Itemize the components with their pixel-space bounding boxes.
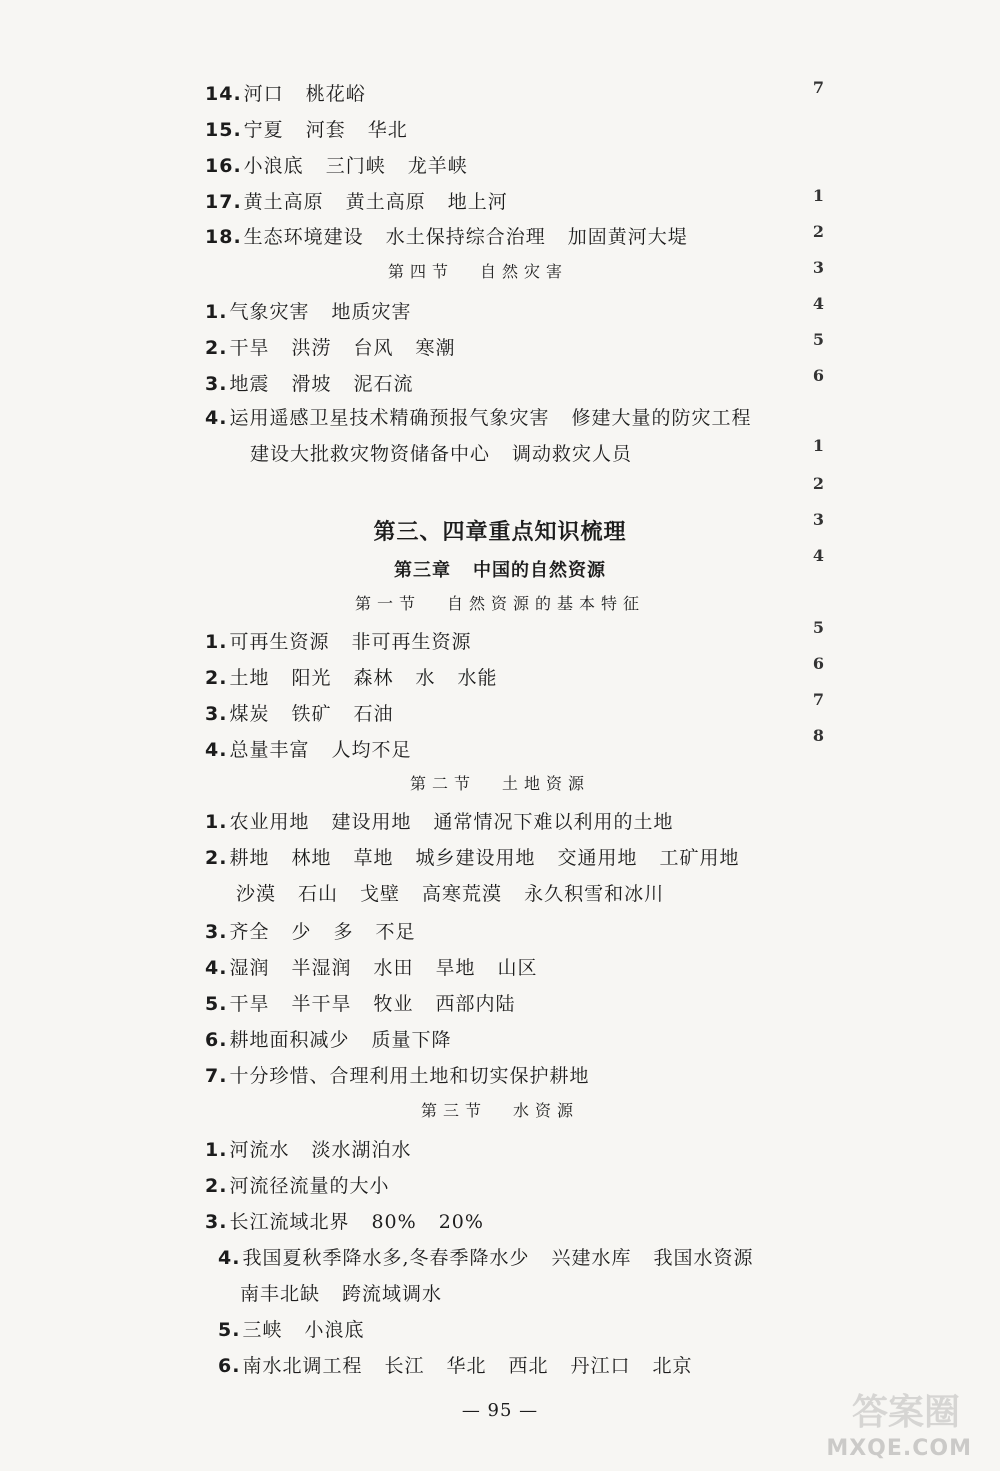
list-item: 4. 运用遥感卫星技术精确预报气象灾害 修建大量的防灾工程 — [205, 407, 752, 429]
edge-mark: 5 — [812, 330, 824, 349]
list-item: 4. 我国夏秋季降水多,冬春季降水少 兴建水库 我国水资源 — [218, 1247, 754, 1269]
list-item: 6. 南水北调工程 长江 华北 西北 丹江口 北京 — [218, 1355, 693, 1377]
edge-mark: 8 — [812, 726, 824, 745]
list-item: 15. 宁夏 河套 华北 — [205, 119, 408, 141]
list-item: 1. 农业用地 建设用地 通常情况下难以利用的土地 — [205, 811, 674, 833]
list-item: 5. 三峡 小浪底 — [218, 1319, 365, 1341]
list-item-continuation: 南丰北缺 跨流域调水 — [240, 1283, 443, 1305]
list-item: 17. 黄土高原 黄土高原 地上河 — [205, 191, 508, 213]
edge-mark: 5 — [812, 618, 824, 637]
section-title: 第一节 自然资源的基本特征 — [354, 594, 646, 613]
list-item: 4. 湿润 半湿润 水田 旱地 山区 — [205, 957, 538, 979]
list-item: 5. 干旱 半干旱 牧业 西部内陆 — [205, 993, 516, 1015]
list-item: 1. 气象灾害 地质灾害 — [205, 301, 412, 323]
edge-mark: 1 — [812, 436, 824, 455]
list-item: 14. 河口 桃花峪 — [205, 83, 366, 105]
edge-mark: 7 — [812, 690, 824, 709]
list-item: 3. 地震 滑坡 泥石流 — [205, 373, 414, 395]
list-item: 1. 可再生资源 非可再生资源 — [205, 631, 472, 653]
list-item: 18. 生态环境建设 水土保持综合治理 加固黄河大堤 — [205, 226, 688, 248]
page-number: — 95 — — [461, 1400, 539, 1421]
section-title: 第二节 土地资源 — [409, 774, 591, 793]
watermark-logo: 答案圈 — [851, 1392, 960, 1433]
list-item: 2. 土地 阳光 森林 水 水能 — [205, 667, 498, 689]
list-item: 3. 齐全 少 多 不足 — [205, 921, 416, 943]
list-item-continuation: 沙漠 石山 戈壁 高寒荒漠 永久积雪和冰川 — [236, 883, 665, 905]
edge-mark: 1 — [812, 186, 824, 205]
edge-mark: 6 — [812, 654, 824, 673]
list-item: 3. 长江流域北界 80% 20% — [205, 1211, 484, 1233]
list-item: 2. 耕地 林地 草地 城乡建设用地 交通用地 工矿用地 — [205, 847, 740, 869]
section-title: 第四节 自然灾害 — [387, 262, 569, 281]
list-item: 16. 小浪底 三门峡 龙羊峡 — [205, 155, 468, 177]
edge-mark: 2 — [812, 222, 824, 241]
list-item-continuation: 建设大批救灾物资储备中心 调动救灾人员 — [250, 443, 633, 465]
list-item: 2. 河流径流量的大小 — [205, 1175, 390, 1197]
chapter-title: 第三章 中国的自然资源 — [394, 560, 606, 581]
edge-mark: 2 — [812, 474, 824, 493]
list-item: 1. 河流水 淡水湖泊水 — [205, 1139, 412, 1161]
list-item: 7. 十分珍惜、合理利用土地和切实保护耕地 — [205, 1065, 590, 1087]
edge-mark: 7 — [812, 78, 824, 97]
watermark-url: MXQE.COM — [826, 1436, 972, 1461]
list-item: 6. 耕地面积减少 质量下降 — [205, 1029, 452, 1051]
page-title: 第三、四章重点知识梳理 — [373, 520, 627, 545]
list-item: 4. 总量丰富 人均不足 — [205, 739, 412, 761]
edge-mark: 3 — [812, 510, 824, 529]
edge-mark: 3 — [812, 258, 824, 277]
list-item: 2. 干旱 洪涝 台风 寒潮 — [205, 337, 456, 359]
section-title: 第三节 水资源 — [420, 1101, 580, 1120]
list-item: 3. 煤炭 铁矿 石油 — [205, 703, 394, 725]
edge-mark: 6 — [812, 366, 824, 385]
edge-mark: 4 — [812, 294, 824, 313]
edge-mark: 4 — [812, 546, 824, 565]
